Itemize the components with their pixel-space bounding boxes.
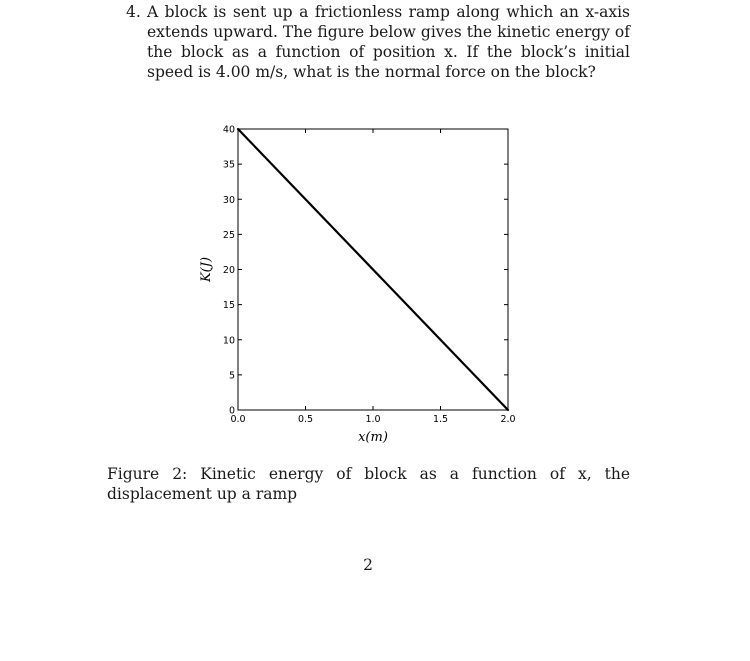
- problem-4: [126, 2, 630, 82]
- kinetic-energy-chart: [190, 118, 530, 453]
- problem-text: A block is sent up a frictionless ramp along which an x-axis extends upward. The figure below gives the kinetic energy of the block as a function of position x. If the block’s initial speed is 4.00 m/s, what is the normal force on the block?: [147, 3, 630, 81]
- x-tick-label: 1.5: [432, 414, 449, 425]
- figure-caption: Figure 2: Kinetic energy of block as a function of x, the displacement up a ramp: [107, 465, 630, 503]
- y-axis-label: K(J): [199, 256, 214, 283]
- y-tick-label: 0: [228, 405, 235, 417]
- series-line-0: [238, 129, 508, 410]
- y-tick-label: 15: [222, 300, 235, 312]
- y-tick-label: 20: [222, 265, 235, 276]
- page-number: 2: [363, 556, 373, 574]
- y-tick-label: 10: [222, 335, 235, 347]
- y-tick-label: 40: [222, 124, 235, 136]
- x-tick-label: 0.0: [230, 414, 246, 425]
- problem-number: 4.: [126, 3, 141, 21]
- y-tick-label: 30: [222, 194, 235, 206]
- x-tick-label: 2.0: [500, 414, 516, 425]
- kinetic-energy-figure: [190, 118, 530, 453]
- y-tick-label: 35: [222, 159, 235, 171]
- x-tick-label: 1.0: [365, 414, 381, 425]
- x-axis-label: x(m): [358, 430, 388, 445]
- x-tick-label: 0.5: [297, 414, 314, 425]
- y-tick-label: 25: [222, 229, 235, 241]
- y-tick-label: 5: [228, 370, 235, 382]
